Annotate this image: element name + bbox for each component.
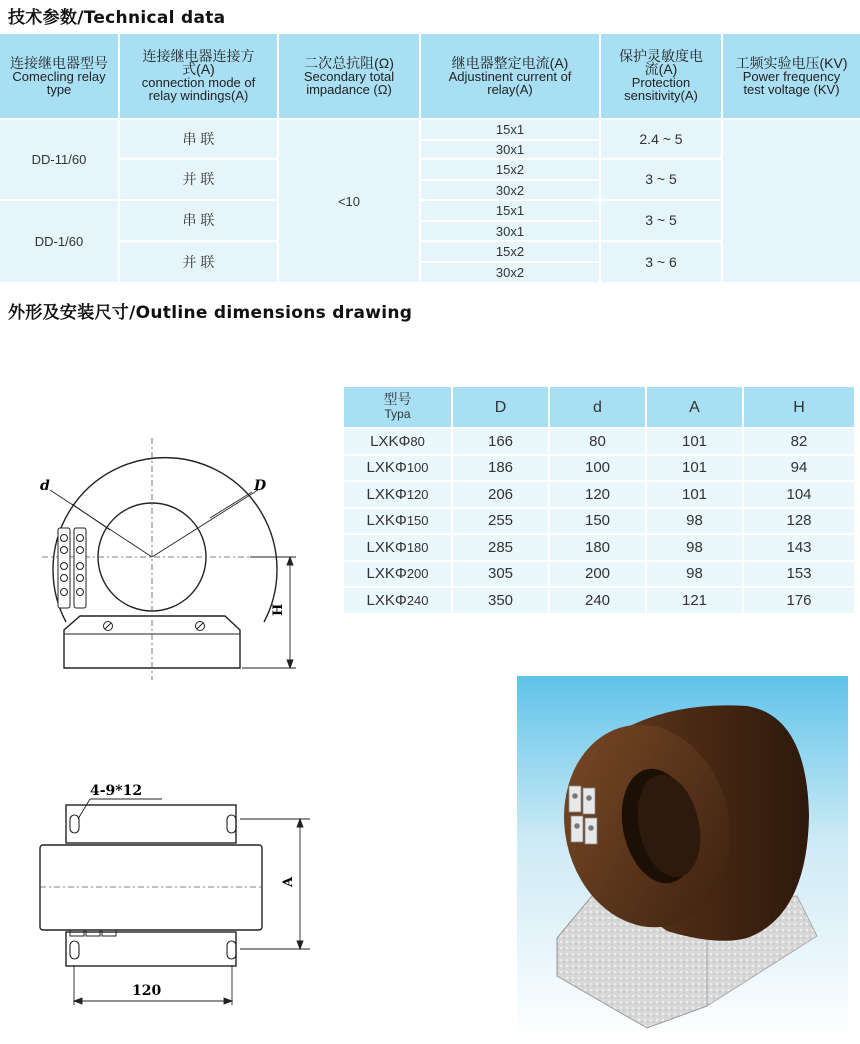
current-cell (421, 120, 599, 139)
header-en: connection mode of relay windings(A) (141, 75, 256, 103)
model-prefix: LXKΦ (366, 565, 407, 583)
sensitivity-value: 2.4 ~ 5 (639, 130, 683, 147)
dimension-cell-h (744, 562, 854, 587)
dimension-value: 186 (487, 459, 514, 477)
sensitivity-cell (601, 160, 721, 199)
model-cell (344, 535, 451, 560)
dimension-value: 255 (487, 512, 514, 530)
current-cell (421, 181, 599, 199)
header-cn: 连接继电器型号 (10, 54, 108, 71)
connection-value: 串 联 (182, 130, 215, 147)
current-value: 15x1 (495, 122, 525, 137)
dimension-value: 100 (584, 459, 611, 477)
dimension-value: 153 (786, 565, 812, 583)
header-model (344, 387, 451, 427)
dimension-cell-d-inner (550, 482, 645, 507)
dimension-cell-h (744, 509, 854, 534)
dimension-cell-d-outer (453, 482, 548, 507)
side-view-drawing (20, 775, 320, 1015)
dimension-cell-a (647, 588, 742, 613)
dimension-cell-d-outer (453, 456, 548, 481)
width-label: 120 (132, 983, 162, 999)
dimension-value: 121 (681, 591, 708, 609)
dimension-cell-d-inner (550, 509, 645, 534)
dimension-value: 180 (584, 538, 611, 556)
dimension-cell-h (744, 588, 854, 613)
top-mount-plate (66, 805, 236, 843)
bottom-mount-plate (66, 932, 236, 966)
test-voltage-cell (723, 120, 860, 282)
header-d-inner (550, 387, 645, 427)
sensitivity-value: 3 ~ 5 (645, 212, 677, 228)
model-cell (344, 588, 451, 613)
current-cell (421, 222, 599, 240)
sensitivity-cell (601, 201, 721, 240)
header-cn: 连接继电器连接方式(A) (142, 48, 255, 77)
dimension-cell-h (744, 482, 854, 507)
header-protection-sensitivity (601, 34, 721, 118)
current-value: 30x2 (495, 265, 525, 280)
sensitivity-value: 3 ~ 5 (645, 171, 677, 187)
dimension-cell-d-inner (550, 588, 645, 613)
technical-data-title: 技术参数/Technical data (8, 8, 226, 28)
current-cell (421, 141, 599, 158)
model-prefix: LXKΦ (366, 512, 407, 530)
header-h (744, 387, 854, 427)
impedance-cell (279, 120, 419, 282)
model-prefix: LXKΦ (366, 485, 407, 503)
connection-value: 并 联 (182, 171, 215, 187)
header-cn: 二次总抗阻(Ω) (304, 54, 394, 71)
dimension-value: 143 (786, 538, 812, 556)
current-cell (421, 201, 599, 220)
dimension-cell-a (647, 456, 742, 481)
dimension-cell-a (647, 562, 742, 587)
header-secondary-impedance (279, 34, 419, 118)
header-model-cn: 型号 (383, 391, 412, 407)
core-body-side (40, 845, 262, 930)
model-number: 80 (410, 433, 425, 449)
current-value: 30x2 (495, 182, 525, 198)
model-cell (344, 482, 451, 507)
dimension-value: 98 (686, 538, 703, 556)
dimension-cell-d-inner (550, 535, 645, 560)
dimension-value: 305 (487, 565, 514, 583)
header-cn: 工频实验电压(KV) (735, 54, 848, 71)
sensitivity-value: 3 ~ 6 (645, 253, 677, 270)
header-connection-mode (120, 34, 277, 118)
dimension-value: 200 (584, 565, 611, 583)
header-cn: 保护灵敏度电流(A) (619, 48, 703, 77)
current-cell (421, 242, 599, 261)
diameter-label-outer: D (254, 478, 267, 494)
dimension-cell-a (647, 429, 742, 454)
dimension-cell-d-outer (453, 535, 548, 560)
dimension-cell-d-outer (453, 588, 548, 613)
dimension-cell-h (744, 535, 854, 560)
relay-type-cell (0, 120, 118, 199)
dimension-cell-h (744, 429, 854, 454)
dimension-cell-a (647, 482, 742, 507)
terminal-block (58, 528, 86, 608)
dimension-value: 101 (681, 432, 708, 450)
model-prefix: LXKΦ (366, 459, 407, 477)
mounting-holes-label: 4-9*12 (90, 783, 143, 799)
dimension-value: 98 (686, 565, 703, 583)
front-view-drawing (20, 420, 320, 680)
model-prefix: LXKΦ (366, 591, 407, 609)
dimension-value: 150 (584, 512, 611, 530)
dimension-value: 94 (790, 459, 808, 477)
base-screws (104, 622, 205, 631)
header-label: A (689, 398, 700, 416)
current-value: 15x1 (495, 203, 525, 218)
connection-value: 并 联 (182, 253, 215, 270)
dimension-value: 98 (686, 512, 703, 530)
model-number: 200 (406, 566, 429, 582)
dimension-cell-a (647, 509, 742, 534)
dimension-cell-d-outer (453, 509, 548, 534)
model-cell (344, 509, 451, 534)
model-number: 120 (406, 486, 429, 502)
current-value: 15x2 (495, 162, 525, 177)
header-label: H (793, 398, 805, 416)
dimension-cell-h (744, 456, 854, 481)
impedance-value: <10 (337, 193, 361, 209)
header-cn: 继电器整定电流(A) (451, 54, 569, 71)
side-terminals (70, 930, 116, 936)
connection-cell (120, 242, 277, 282)
dimension-cell-d-outer (453, 429, 548, 454)
header-en: Power frequency test voltage (KV) (742, 68, 841, 97)
dimension-cell-d-inner (550, 562, 645, 587)
current-value: 15x2 (495, 244, 525, 259)
dimension-value: 82 (790, 432, 808, 450)
connection-cell (120, 201, 277, 240)
dimension-value: 80 (589, 432, 606, 450)
dimension-value: 176 (786, 591, 812, 609)
dimension-cell-a (647, 535, 742, 560)
header-en: Protection sensitivity(A) (624, 75, 698, 103)
diameter-label-inner: d (40, 478, 50, 494)
a-label: A (281, 876, 296, 887)
header-adjustment-current (421, 34, 599, 118)
dimension-value: 206 (487, 485, 514, 503)
header-label: D (494, 398, 507, 416)
dimension-cell-d-outer (453, 562, 548, 587)
dimension-cell-d-inner (550, 456, 645, 481)
header-en: Comecling relay type (12, 68, 106, 97)
outline-dimensions-title: 外形及安装尺寸/Outline dimensions drawing (8, 303, 413, 323)
header-d-outer (453, 387, 548, 427)
model-prefix: LXKΦ (366, 538, 407, 556)
model-cell (344, 562, 451, 587)
dimension-cell-d-inner (550, 429, 645, 454)
dimension-value: 104 (786, 485, 812, 503)
product-photo (517, 676, 848, 1042)
model-number: 150 (406, 513, 429, 529)
header-test-voltage (723, 34, 860, 118)
dimension-value: 166 (487, 432, 514, 450)
header-relay-type (0, 34, 118, 118)
header-en: Adjustinent current of relay(A) (448, 68, 572, 97)
sensitivity-cell (601, 242, 721, 282)
dimension-value: 101 (681, 485, 708, 503)
technical-data-table (0, 34, 860, 282)
dimension-value: 101 (681, 459, 708, 477)
connection-cell (120, 160, 277, 199)
model-prefix: LXKΦ (370, 432, 411, 450)
height-label: H (271, 603, 286, 616)
dimension-value: 350 (487, 591, 514, 609)
current-cell (421, 263, 599, 282)
connection-cell (120, 120, 277, 158)
outer-ring-outline (53, 458, 277, 622)
header-a (647, 387, 742, 427)
connection-value: 串 联 (182, 212, 215, 228)
dimension-value: 240 (584, 591, 611, 609)
header-model-en: Typa (384, 407, 411, 421)
sensitivity-cell (601, 120, 721, 158)
current-value: 30x1 (495, 142, 525, 157)
model-cell (344, 456, 451, 481)
model-number: 100 (406, 460, 429, 476)
dimensions-table (344, 387, 854, 617)
model-cell (344, 429, 451, 454)
header-label: d (593, 398, 602, 416)
relay-type-value: DD-1/60 (34, 234, 84, 249)
current-value: 30x1 (495, 223, 525, 239)
dimension-value: 128 (786, 512, 812, 530)
relay-type-cell (0, 201, 118, 282)
header-en: Secondary total impadance (Ω) (303, 68, 395, 97)
dimension-value: 120 (584, 485, 611, 503)
dimension-value: 285 (487, 538, 514, 556)
relay-type-value: DD-11/60 (31, 152, 87, 167)
model-number: 240 (406, 592, 429, 608)
current-cell (421, 160, 599, 179)
model-number: 180 (406, 539, 429, 555)
